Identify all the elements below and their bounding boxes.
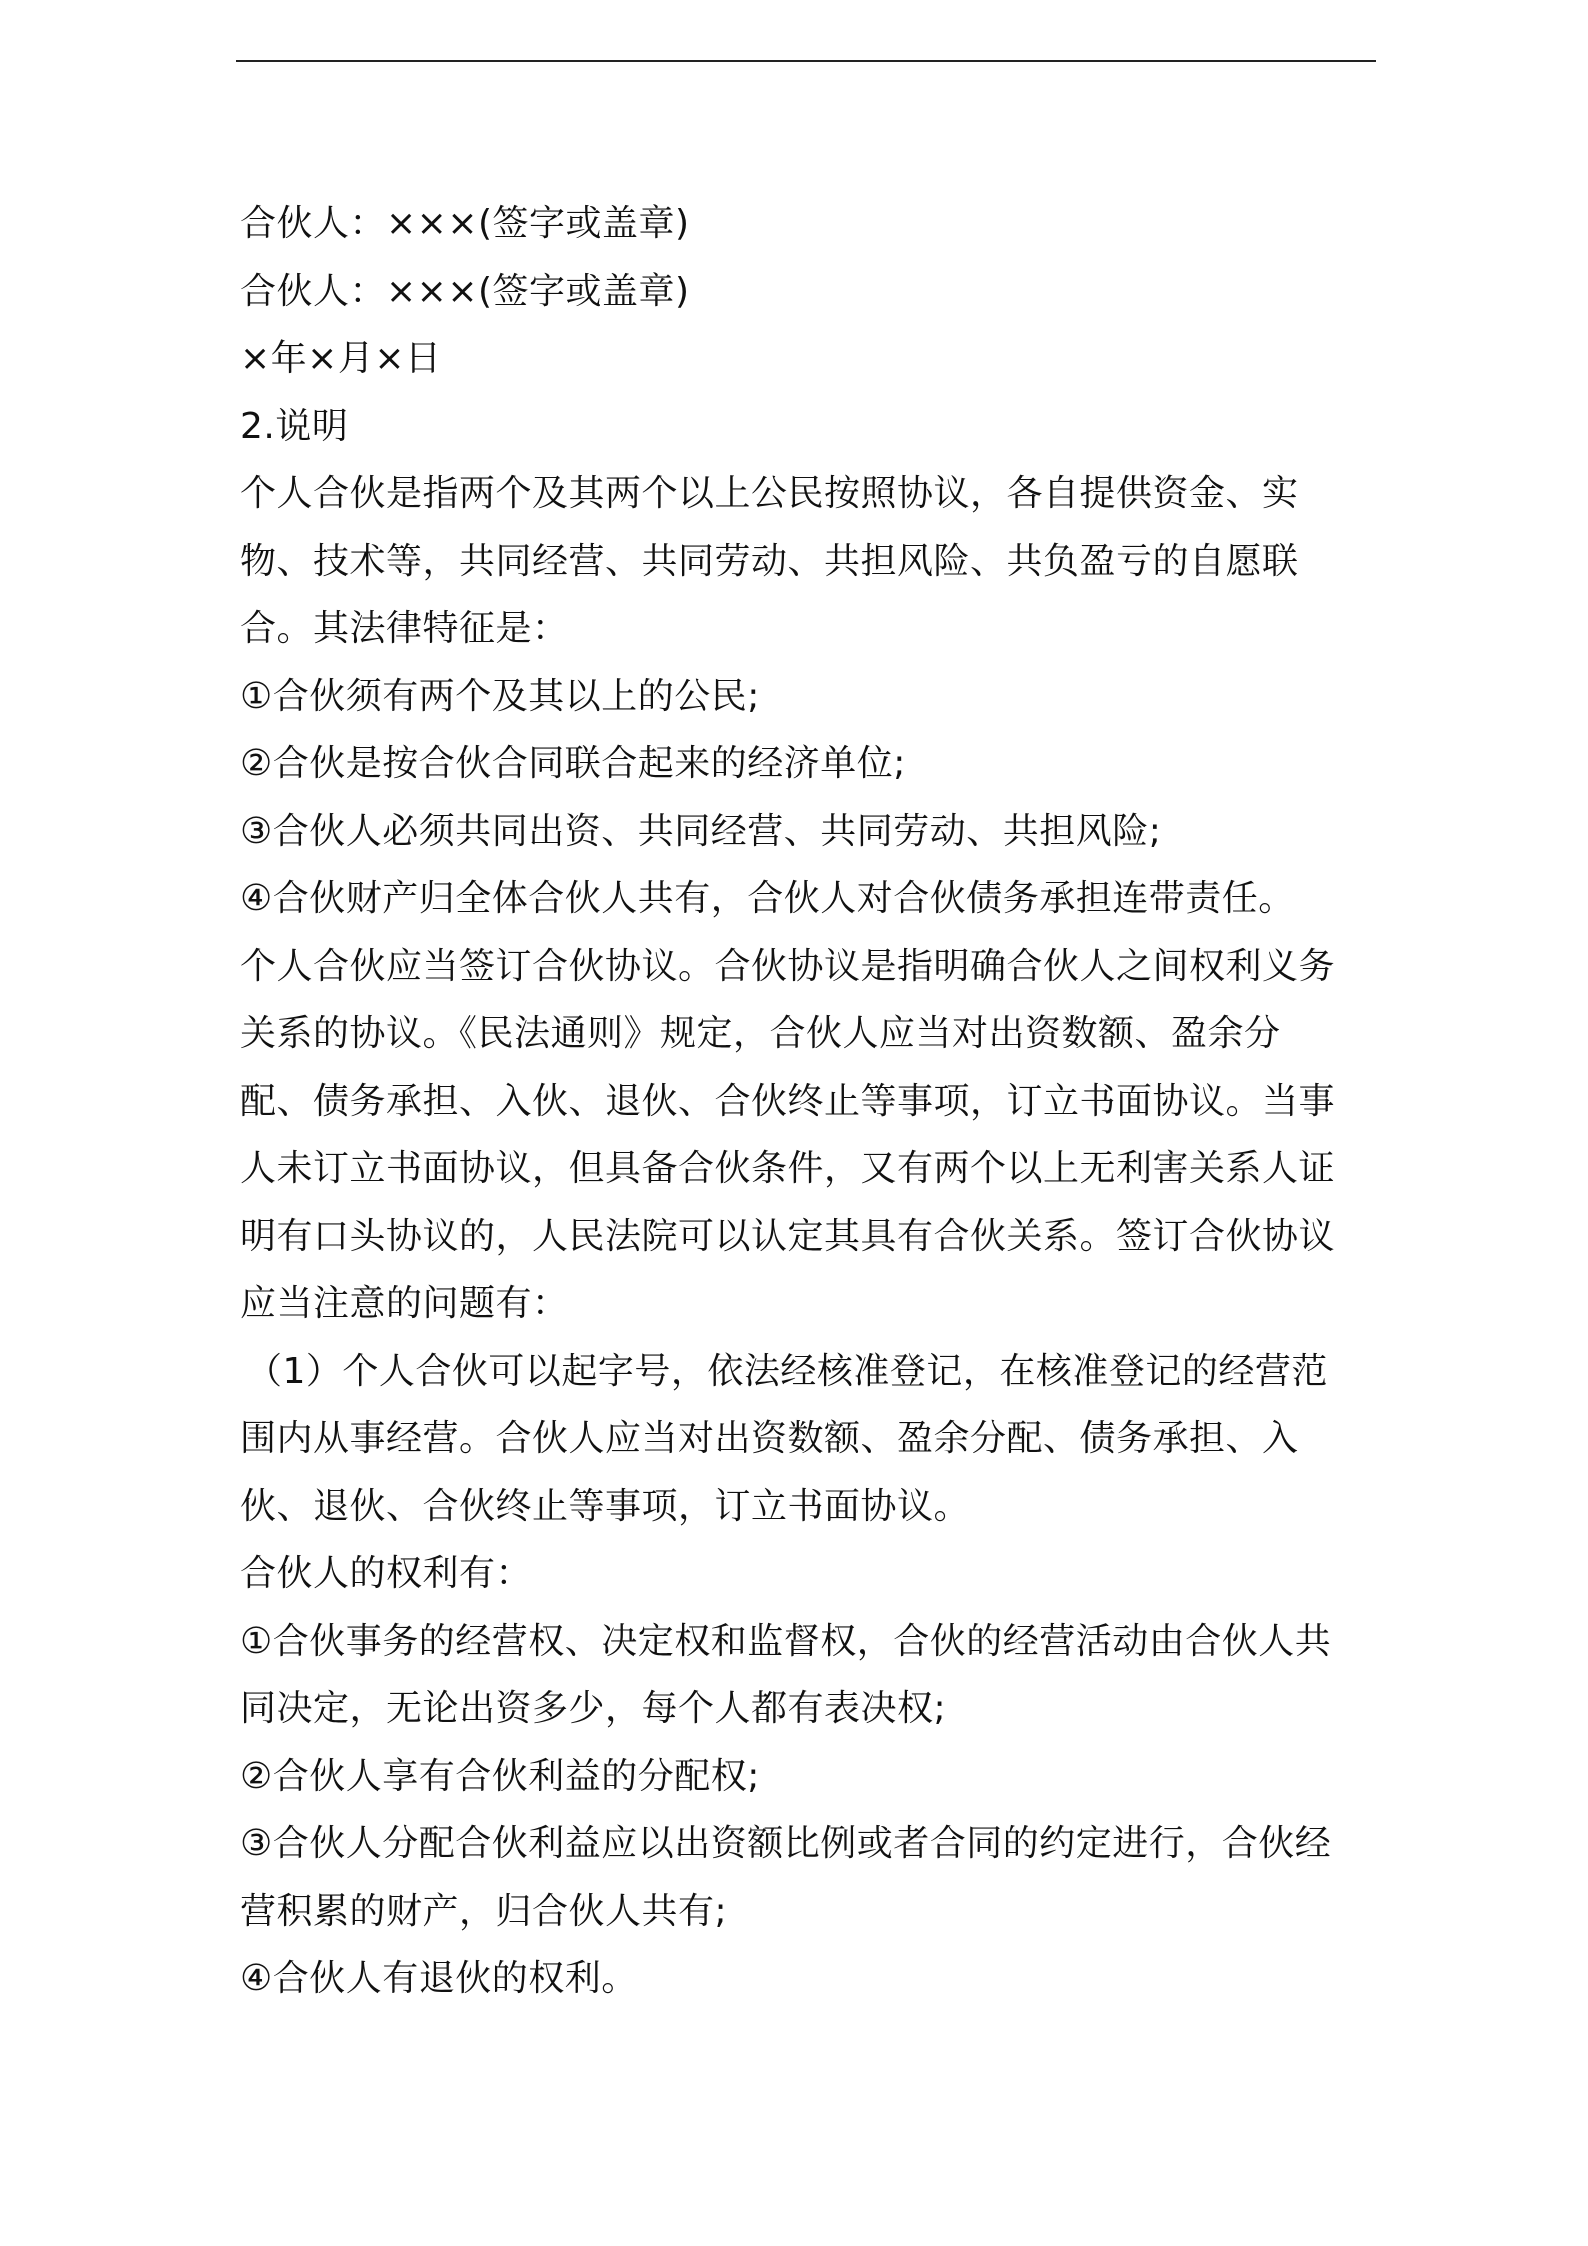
paragraph-line: 个人合伙是指两个及其两个以上公民按照协议，各自提供资金、实 [240, 473, 1299, 514]
list-item: ①合伙事务的经营权、决定权和监督权，合伙的经营活动由合伙人共 [240, 1620, 1332, 1662]
header-rule [236, 60, 1376, 62]
paragraph-line: 人未订立书面协议，但具备合伙条件，又有两个以上无利害关系人证 [240, 1148, 1336, 1189]
paragraph-line: 应当注意的问题有： [240, 1283, 569, 1324]
list-item: ④合伙财产归全体合伙人共有，合伙人对合伙债务承担连带责任。 [240, 878, 1295, 919]
paragraph-line: 围内从事经营。合伙人应当对出资数额、盈余分配、债务承担、入 [240, 1418, 1299, 1459]
paragraph-line: 明有口头协议的，人民法院可以认定其具有合伙关系。签订合伙协议 [240, 1215, 1336, 1257]
list-item: ②合伙人享有合伙利益的分配权; [240, 1755, 760, 1797]
paragraph-line: 配、债务承担、入伙、退伙、合伙终止等事项，订立书面协议。当事 [240, 1080, 1336, 1122]
paragraph-line: 伙、退伙、合伙终止等事项，订立书面协议。 [240, 1485, 971, 1527]
list-item: ③合伙人必须共同出资、共同经营、共同劳动、共担风险; [240, 810, 1162, 852]
document-body [240, 190, 1380, 2013]
signature-line-1: 合伙人：×××(签字或盖章) [240, 203, 690, 244]
list-item: ③合伙人分配合伙利益应以出资额比例或者合同的约定进行，合伙经 [240, 1823, 1332, 1864]
list-item: ②合伙是按合伙合同联合起来的经济单位; [240, 743, 906, 784]
paragraph-line: 合。其法律特征是： [240, 608, 569, 649]
paragraph-line: 关系的协议。《民法通则》规定，合伙人应当对出资数额、盈余分 [240, 1013, 1281, 1054]
list-item-continuation: 同决定，无论出资多少，每个人都有表决权; [240, 1688, 947, 1729]
list-item: ①合伙须有两个及其以上的公民; [240, 675, 760, 717]
list-item: ④合伙人有退伙的权利。 [240, 1958, 638, 1999]
subheading: 合伙人的权利有： [240, 1553, 533, 1594]
date-line: ×年×月×日 [240, 338, 442, 379]
paragraph-line: 个人合伙应当签订合伙协议。合伙协议是指明确合伙人之间权利义务 [240, 945, 1336, 987]
signature-line-2: 合伙人：×××(签字或盖章) [240, 270, 690, 312]
list-item-continuation: 营积累的财产，归合伙人共有; [240, 1890, 728, 1932]
numbered-item-1: （1）个人合伙可以起字号，依法经核准登记，在核准登记的经营范 [246, 1350, 1328, 1392]
section-heading: 2.说明 [240, 405, 349, 447]
paragraph-line: 物、技术等，共同经营、共同劳动、共担风险、共负盈亏的自愿联 [240, 540, 1299, 582]
